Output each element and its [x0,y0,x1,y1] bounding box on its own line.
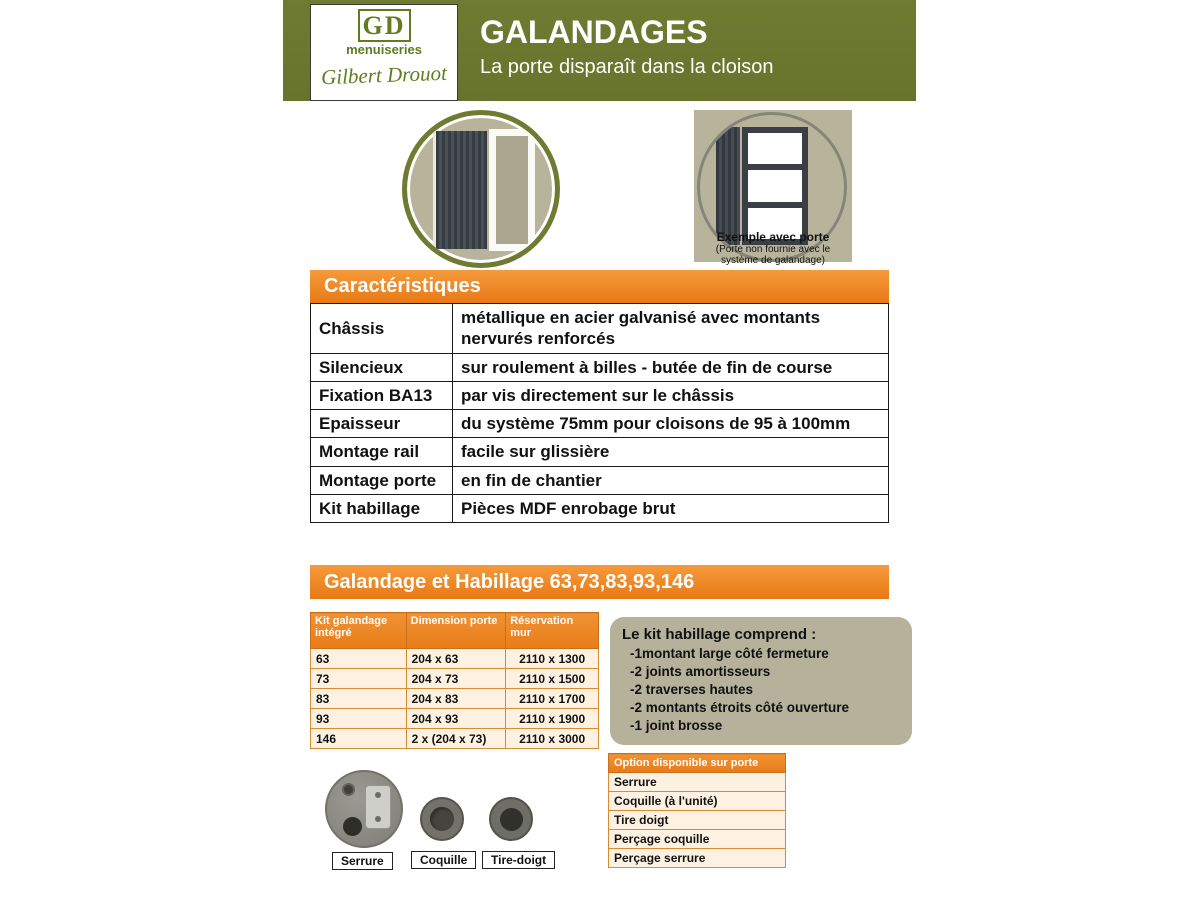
finger-pull-graphic [500,808,523,831]
caption-line: (Porte non fournie avec le [715,244,831,255]
page-title: GALANDAGES [480,14,708,50]
table-header-row [311,613,599,649]
hero-caption [694,230,852,266]
serrure-label: Serrure [332,852,393,870]
table-row [311,304,889,354]
option-cell: Perçage coquille [609,830,786,849]
option-cell: Perçage serrure [609,849,786,868]
cell-kit: 73 [311,669,407,689]
cell-reservation: 2110 x 3000 [506,729,599,749]
option-cell: Coquille (à l'unité) [609,792,786,811]
table-row [311,353,889,381]
pocket-door-closed-image [402,110,560,268]
table-row [609,849,786,868]
page-subtitle: La porte disparaît dans la cloison [480,56,774,78]
spec-label: Montage porte [311,466,453,494]
lock-cylinder-graphic [343,817,362,836]
caption-title: Exemple avec porte [716,230,830,244]
cell-reservation: 2110 x 1700 [506,689,599,709]
kit-habillage-box [610,617,912,745]
table-row [311,381,889,409]
lock-plate-graphic [365,785,391,829]
cell-kit: 63 [311,649,407,669]
table-row [609,792,786,811]
option-cell: Tire doigt [609,811,786,830]
spec-value: du système 75mm pour cloisons de 95 à 100mm [453,410,889,438]
logo-initials-text: GD [358,9,411,42]
characteristics-table [310,303,889,523]
door-frame-graphic [489,129,535,251]
tire-doigt-label: Tire-doigt [482,851,555,869]
recessed-pull-graphic [430,807,454,831]
coquille-photo [420,797,464,841]
spec-label: Châssis [311,304,453,354]
spec-label: Epaisseur [311,410,453,438]
spec-label: Silencieux [311,353,453,381]
cell-dimension: 204 x 83 [406,689,506,709]
cell-reservation: 2110 x 1300 [506,649,599,669]
cell-reservation: 2110 x 1500 [506,669,599,689]
cell-dimension: 2 x (204 x 73) [406,729,506,749]
logo-initials [311,11,457,41]
spec-label: Montage rail [311,438,453,466]
cell-dimension: 204 x 63 [406,649,506,669]
table-row [311,438,889,466]
table-row [311,410,889,438]
kit-item: -1montant large côté fermeture [630,646,829,661]
spec-value: Pièces MDF enrobage brut [453,494,889,522]
caption-line: système de galandage) [721,255,825,266]
spec-label: Kit habillage [311,494,453,522]
options-header: Option disponible sur porte [609,754,786,773]
door-panel-graphic [433,131,487,249]
table-row [311,494,889,522]
cell-kit: 83 [311,689,407,709]
spec-value: facile sur glissière [453,438,889,466]
column-header: Dimension porte [406,613,506,649]
door-frame-graphic [742,127,808,245]
spec-value: en fin de chantier [453,466,889,494]
column-header: Kit galandage intégré [311,613,407,649]
kit-item: -1 joint brosse [630,718,723,733]
table-row [311,709,599,729]
logo-signature: Gilbert Drouot [320,60,448,90]
cell-reservation: 2110 x 1900 [506,709,599,729]
frame-bar [748,202,802,208]
company-logo [310,4,458,101]
logo-subtitle: menuiseries [346,42,422,57]
lock-knob-graphic [342,783,355,796]
cell-dimension: 204 x 93 [406,709,506,729]
kit-item: -2 montants étroits côté ouverture [630,700,850,715]
table-row [609,773,786,792]
cell-dimension: 204 x 73 [406,669,506,689]
characteristics-banner: Caractéristiques [310,270,889,303]
spec-value: par vis directement sur le châssis [453,381,889,409]
kit-title: Le kit habillage comprend : [622,626,817,643]
column-header: Réservation mur [506,613,599,649]
table-row [311,669,599,689]
door-panel-graphic [716,127,740,245]
sizes-table [310,612,599,749]
options-table [608,753,786,868]
frame-bar [748,164,802,170]
spec-value: sur roulement à billes - butée de fin de course [453,353,889,381]
table-row [311,729,599,749]
cell-kit: 93 [311,709,407,729]
table-header-row [609,754,786,773]
spec-label: Fixation BA13 [311,381,453,409]
table-row [609,830,786,849]
cell-kit: 146 [311,729,407,749]
serrure-photo [325,770,403,848]
table-row [311,466,889,494]
kit-item: -2 traverses hautes [630,682,754,697]
coquille-label: Coquille [411,851,476,869]
table-row [311,689,599,709]
table-row [311,649,599,669]
option-cell: Serrure [609,773,786,792]
sizes-banner: Galandage et Habillage 63,73,83,93,146 [310,565,889,599]
spec-value: métallique en acier galvanisé avec montants nervurés renforcés [453,304,889,354]
tire-doigt-photo [489,797,533,841]
table-row [609,811,786,830]
kit-item: -2 joints amortisseurs [630,664,771,679]
